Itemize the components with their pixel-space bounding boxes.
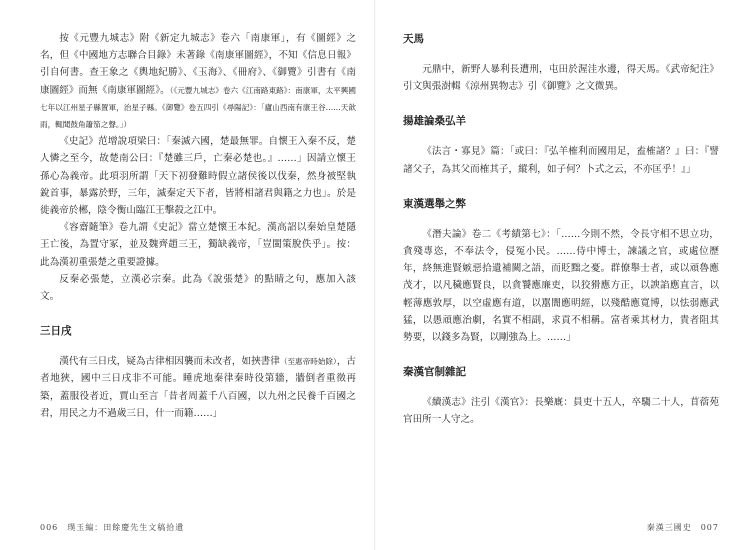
inline-note: （《元豐九城志》卷六《江南路東路》：南康軍，太平興國七年以江州星子縣置軍，治星子縣。《御覽》卷五四引《尋陽記》：「廬山西南有康王谷……天歆雨，輒聞鼓角簫笳之聲。」） bbox=[40, 85, 356, 130]
left-page bbox=[40, 30, 356, 422]
section-heading: 天馬 bbox=[403, 33, 424, 45]
section-heading: 東漢選舉之弊 bbox=[403, 197, 466, 210]
paragraph bbox=[40, 30, 356, 133]
section-heading: 秦漢官制雜記 bbox=[403, 366, 466, 379]
inline-note: （至惠帝時始除） bbox=[279, 357, 337, 367]
paragraph-text: 按《元豐九城志》附《新定九城志》卷六「南康軍」，有《圖經》之名，但《中國地方志聯合目錄》未著錄《南康軍圖經》，不知《信息日報》引自何書。查王象之《輿地紀勝》、《玉海》、《冊府》、《御覽》引書有《南康圖經》而無《南康軍圖經》。 bbox=[40, 33, 356, 96]
paragraph: 《容齋隨筆》卷九謂《史記》當立楚懷王本紀。漢高詔以秦始皇楚隱王亡後，為置守冢，並及魏齊趙三王，獨缺義帝，「豈閩策脫佚乎」。按：此為漢初重張楚之重要證據。 bbox=[40, 222, 356, 268]
page-fold bbox=[374, 0, 376, 550]
paragraph-text: ，古者地狹，國中三日戌非不可能。睡虎地秦律秦時役第牆，牆倒者重徵再築，蓋服役者近，賈山至言「昔者周蓋千八百國，以九州之民養千百國之君，用民之力不過歲三日，什一而籍……」 bbox=[40, 356, 357, 419]
paragraph bbox=[40, 353, 356, 422]
right-page bbox=[403, 30, 719, 429]
paragraph: 《史記》范增說項梁曰：「秦滅六國，楚最無罪。自懷王入秦不反，楚人憐之至今，故楚南公曰：『楚雖三戶，亡秦必楚也。』……」因請立懷王孫心為義帝。此項羽所謂「天下初發難時假立諸侯後以伐秦，然身被堅執銳首事，暴露於野，三年，滅秦定天下者，皆將相諸君與籍之力也」。於是徙義帝於郴，陰令衡山臨江王擊殺之江中。 bbox=[40, 136, 356, 217]
paragraph: 反秦必張楚，立漢必宗秦。此為《說張楚》的點睛之句，應加入該文。 bbox=[40, 273, 356, 303]
paragraph: 《法言・寡見》篇：「或曰：『弘羊榷利而國用足，盍榷諸？』曰：『譬諸父子，為其父而榷其子，縱利，如子何？卜式之云，不亦匡乎！』」 bbox=[403, 146, 719, 175]
paragraph: 《潛夫論》卷二《考績第七》：「……今則不然，令長守相不思立功，貪殘專恣，不奉法令，侵冤小民。……侍中博士，諫議之官，或處位歷年，終無進賢嫉惡拾遺補闕之語，而貶黜之憂。群僚舉士者，或以頑魯應茂才，以凡穢應賢良，以貪饕應廉吏，以狡猾應方正，以諛諂應直言，以輕薄應敦厚，以空虛應有道，以嚚闇應明經，以殘酷應寬博，以怯弱應武猛，以愚頑應治劇，名實不相副，求貢不相稱。富者乘其材力，貴者阻其勢要，以錢多為賢，以剛強為上。……」 bbox=[403, 228, 719, 344]
paragraph-text: 漢代有三日戌，疑為古律相因襲而未改者，如挾書律 bbox=[59, 356, 280, 368]
section-heading: 揚雄論桑弘羊 bbox=[403, 115, 466, 128]
section-heading: 三日戌 bbox=[40, 325, 72, 338]
footer-right: 秦漢三國史 007 bbox=[646, 523, 719, 532]
paragraph: 元鼎中，新野人暴利長遭刑，屯田於渥洼水邊，得天馬。《武帝紀注》引文與張澍輯《涼州異物志》引《御覽》之文微異。 bbox=[403, 64, 719, 93]
footer-left: 006 璞玉編：田餘慶先生文稿拾遺 bbox=[40, 523, 185, 532]
paragraph: 《續漢志》注引《漢官》：長樂廐：員吏十五人，卒騶二十人，苜蓿苑官田所一人守之。 bbox=[403, 397, 719, 426]
